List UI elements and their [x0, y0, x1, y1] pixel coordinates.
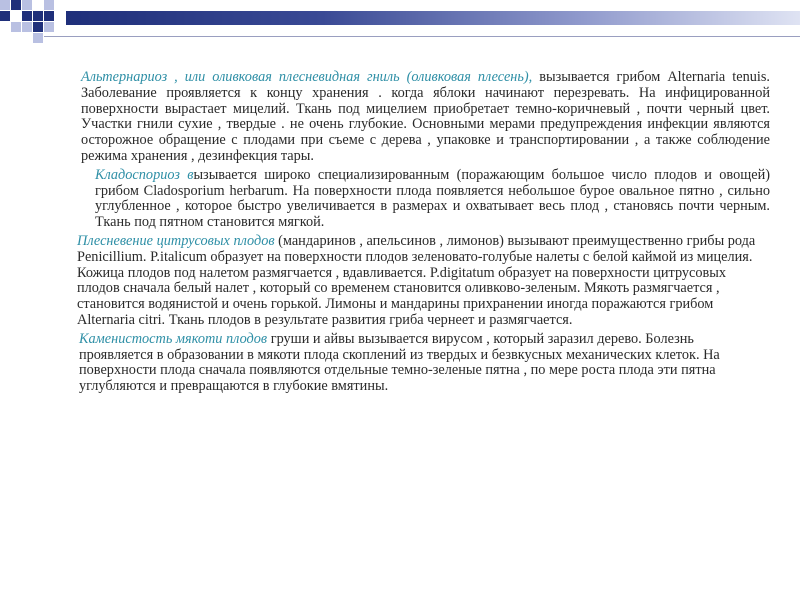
paragraph-citrus-mold: [67, 234, 770, 329]
term-stony-pit: Каменистость мякоти плодов: [79, 330, 268, 347]
term-citrus-mold: Плесневение цитрусовых плодов: [77, 232, 275, 249]
deco-square: [22, 22, 32, 32]
deco-square: [11, 22, 21, 32]
paragraph-text: груши и айвы вызывается вирусом , который заразил дерево. Болезнь проявляется в образовании в мякоти плода скоплений из твердых и безвкусных механических клеток. На поверхности плода сначала появляются отдельные темно-зеленые пятна , по мере роста плода эти пятна углубляются и превращаются в глубокие вмятины.: [79, 330, 720, 395]
deco-square: [44, 22, 54, 32]
slide-decoration: [0, 0, 800, 60]
deco-square: [22, 0, 32, 10]
deco-square: [33, 11, 43, 21]
paragraph-stony-pit: [67, 332, 770, 395]
deco-square: [0, 11, 10, 21]
deco-square: [44, 11, 54, 21]
paragraph-text: вызывается грибом Alternaria tenuis. Заболевание проявляется к концу хранения . когда яблоки начинают перезревать. На инфицированной поверхности вырастает мицелий. Ткань под мицелием приобретает темно-коричневый , почти черный цвет. Участки гнили сухие , твердые . не очень глубокие. Основными мерами предупреждения инфекции являются осторожное обращение с плодами при съеме с дерева , упаковке и транспортировании , а также соблюдение режима хранения , дезинфекция тары.: [81, 69, 770, 164]
header-divider: [44, 36, 800, 37]
paragraph-text: ызывается широко специализированным (поражающим большое число плодов и овощей) грибом Cladosporium herbarum. На поверхности плода появляется небольшое бурое овальное пятно , сильно углубленное , которое быстро увеличивается в размерах и охватывает весь плод , становясь почти черным. Ткань под пятном становится мягкой.: [95, 166, 770, 231]
term-alternaria: Альтернариоз , или оливковая плесневидная гниль (оливковая плесень),: [81, 69, 533, 85]
deco-square: [44, 0, 54, 10]
deco-square: [33, 22, 43, 32]
deco-square: [22, 11, 32, 21]
paragraph-alternaria: [67, 70, 770, 165]
paragraph-cladosporium: [67, 168, 770, 231]
paragraph-text: (мандаринов , апельсинов , лимонов) вызывают преимущественно грибы рода Penicillium. P.italicum образует на поверхности плодов зеленовато-голубые налеты с белой каймой из мицелия. Кожица плодов под налетом размягчается , вдавливается. P.digitatum образует на поверхности цитрусовых плодов сначала белый налет , который со временем становится оливково-зеленым. Мякоть размягчается , становится водянистой и очень горькой. Лимоны и мандарины прихранении иногда поражаются грибом Alternaria citri. Ткань плодов в результате развития гриба чернеет и размягчается.: [77, 232, 756, 328]
deco-square: [0, 0, 10, 10]
deco-square: [33, 33, 43, 43]
header-gradient-bar: [66, 11, 800, 25]
term-cladosporium: Кладоспориоз в: [95, 166, 194, 183]
slide-body: [67, 70, 770, 398]
deco-square: [11, 0, 21, 10]
